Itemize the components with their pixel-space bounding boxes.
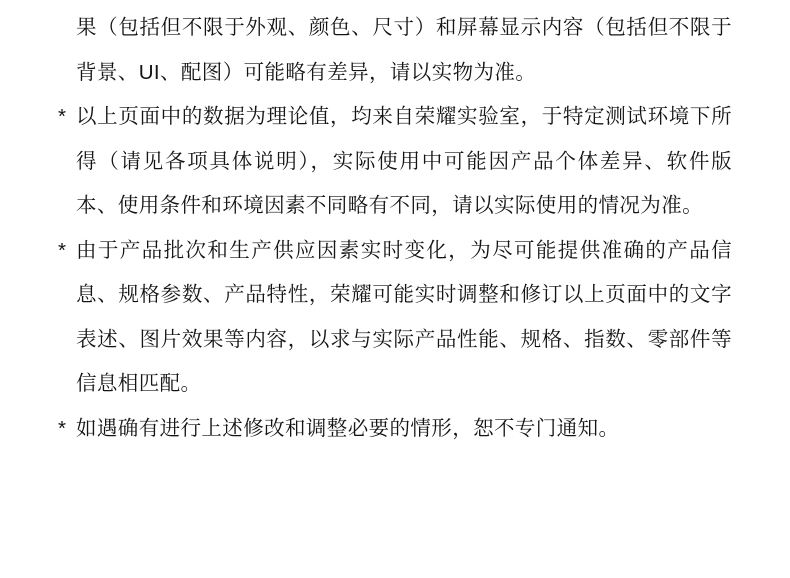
disclaimer-paragraph-1 <box>58 6 732 95</box>
disclaimer-paragraph-2 <box>58 95 732 229</box>
disclaimer-paragraph-3 <box>58 229 732 407</box>
paragraph-text-1: 果（包括但不限于外观、颜色、尺寸）和屏幕显示内容（包括但不限于背景、UI、配图）可能略有差异，请以实物为准。 <box>76 16 732 84</box>
paragraph-marker-3: * <box>58 238 67 262</box>
paragraph-marker-4: * <box>58 416 67 440</box>
disclaimer-list <box>58 6 732 451</box>
paragraph-text-4: 如遇确有进行上述修改和调整必要的情形，恕不专门通知。 <box>76 416 620 440</box>
paragraph-marker-2: * <box>58 105 67 128</box>
paragraph-text-3: 由于产品批次和生产供应因素实时变化，为尽可能提供准确的产品信息、规格参数、产品特性，荣耀可能实时调整和修订以上页面中的文字表述、图片效果等内容，以求与实际产品性能、规格、指数、零部件等信息相匹配。 <box>76 238 732 395</box>
disclaimer-paragraph-4 <box>58 407 732 452</box>
paragraph-text-2: 以上页面中的数据为理论值，均来自荣耀实验室，于特定测试环境下所得（请见各项具体说明），实际使用中可能因产品个体差异、软件版本、使用条件和环境因素不同略有不同，请以实际使用的情况为准。 <box>76 105 732 217</box>
